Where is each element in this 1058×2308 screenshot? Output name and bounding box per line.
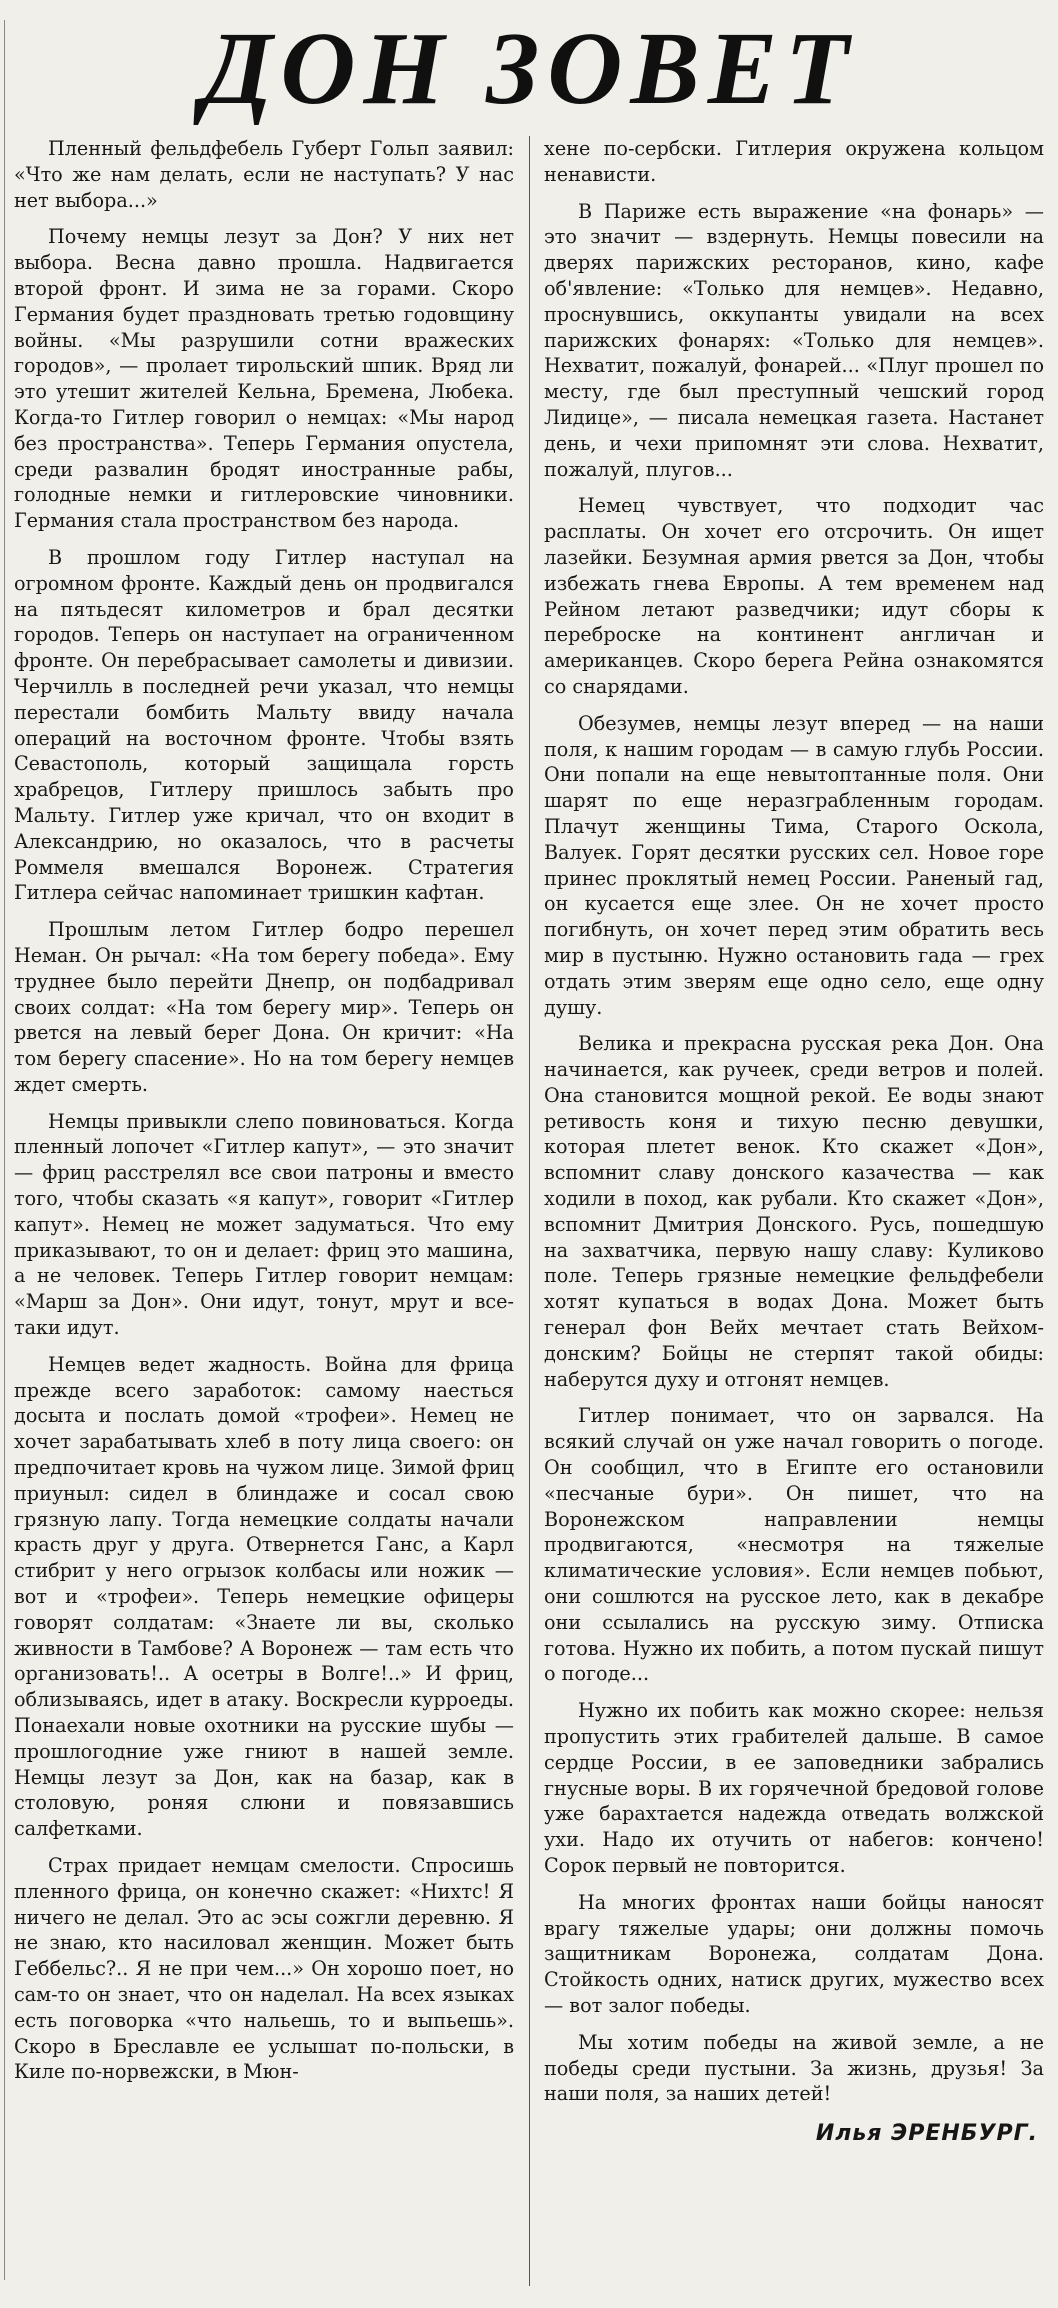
left-column	[14, 136, 514, 2146]
paragraph: Прошлым летом Гитлер бодро перешел Неман. Он рычал: «На том берегу победа». Ему труднее было перейти Днепр, он подбадривал своих солдат: «На том берегу мир». Теперь он рвется на левый берег Дона. Он кричит: «На том берегу спасение». Но на том берегу немцев ждет смерть.	[14, 918, 514, 1096]
paragraph: Пленный фельдфебель Губерт Гольп заявил: «Что же нам делать, если не наступать? У нас нет выбора...»	[14, 137, 514, 212]
paragraph: Немец чувствует, что подходит час расплаты. Он хочет его отсрочить. Он ищет лазейки. Безумная армия рвется за Дон, чтобы избежать гнева Европы. А тем временем над Рейном летают разведчики; идут сборы к переброске на континент англичан и американцев. Скоро берега Рейна ознакомятся со снарядами.	[544, 494, 1044, 698]
paragraph: На многих фронтах наши бойцы наносят врагу тяжелые удары; они должны помочь защитникам Воронежа, солдатам Дона. Стойкость одних, натиск других, мужество всех — вот залог победы.	[544, 1890, 1044, 2017]
paragraph: В прошлом году Гитлер наступал на огромном фронте. Каждый день он продвигался на пятьдесят километров и брал десятки городов. Теперь он наступает на ограниченном фронте. Он перебрасывает самолеты и дивизии. Черчилль в последней речи указал, что немцы перестали бомбить Мальту ввиду начала операций на восточном фронте. Чтобы взять Севастополь, который защищала горсть храбрецов, Гитлеру пришлось забыть про Мальту. Гитлер уже кричал, что он входит в Александрию, но оказалось, что в расчеты Роммеля вмешался Воронеж. Стратегия Гитлера сейчас напоминает тришкин кафтан.	[14, 545, 514, 905]
paragraph: Обезумев, немцы лезут вперед — на наши поля, к нашим городам — в самую глубь России. Они попали на еще невытоптанные поля. Они шарят по еще неразграбленным городам. Плачут женщины Тима, Старого Оскола, Валуек. Горят десятки русских сел. Новое горе принес проклятый немец России. Раненый гад, он кусается еще злее. Он не хочет просто погибнуть, он хочет перед этим обратить весь мир в пустыню. Нужно остановить гада — грех отдать этим зверям еще одно село, еще одну душу.	[544, 711, 1044, 1019]
paragraph: Немцев ведет жадность. Война для фрица прежде всего заработок: самому наесться досыта и послать домой «трофеи». Немец не хочет зарабатывать хлеб в поту лица своего: он предпочитает кровь на чужом лице. Зимой фриц приуныл: сидел в блиндаже и сосал свою грязную лапу. Тогда немецкие солдаты начали красть друг у друга. Отвернется Ганс, а Карл стибрит у него огрызок колбасы или ножик — вот и «трофеи». Теперь немецкие офицеры говорят солдатам: «Знаете ли вы, сколько живности в Тамбове? А Воронеж — там есть что организовать!.. А осетры в Волге!..» И фриц, облизываясь, идет в атаку. Воскресли курроеды. Понаехали новые охотники на русские шубы — прошлогодние уже гниют в нашей земле. Немцы лезут за Дон, как на базар, как в столовую, роняя слюни и повязавшись салфетками.	[14, 1352, 514, 1841]
column-divider	[529, 136, 530, 2286]
author-signature: Илья ЭРЕНБУРГ.	[815, 2121, 1038, 2147]
article-columns	[14, 136, 1044, 2146]
paragraph: хене по-сербски. Гитлерия окружена кольцом ненависти.	[544, 137, 1044, 186]
paragraph: Нужно их побить как можно скорее: нельзя пропустить этих грабителей дальше. В самое сердце России, в ее заповедники забрались гнусные воры. В их горячечной бредовой голове уже барахтается надежда отведать волжской ухи. Надо их отучить от набегов: кончено! Сорок первый не повторится.	[544, 1699, 1044, 1877]
paragraph: Мы хотим победы на живой земле, а не победы среди пустыни. За жизнь, друзья! За наши поля, за наших детей!	[544, 2030, 1044, 2106]
paragraph: Страх придает немцам смелости. Спросишь пленного фрица, он конечно скажет: «Нихтс! Я ничего не делал. Это ас эсы сожгли деревню. Я не знаю, кто насиловал женщин. Может быть Геббельс?.. Я не при чем...» Он хорошо поет, но сам-то он знает, что он наделал. На всех языках есть поговорка «что нальешь, то и выпьешь». Скоро в Бреславле ее услышат по-польски, в Киле по-норвежски, в Мюн-	[14, 1854, 514, 2084]
paragraph: Велика и прекрасна русская река Дон. Она начинается, как ручеек, среди ветров и полей. Она становится мощной рекой. Ее воды знают ретивость коня и тихую песню девушки, которая плетет венок. Кто скажет «Дон», вспомнит славу донского казачества — как ходили в поход, как рубали. Кто скажет «Дон», вспомнит Дмитрия Донского. Русь, пошедшую на захватчика, первую нашу славу: Куликово поле. Теперь грязные немецкие фельдфебели хотят купаться в водах Дона. Может быть генерал фон Вейх мечтает стать Вейхом-донским? Бойцы не стерпят такой обиды: наберутся духу и отгонят немцев.	[544, 1032, 1044, 1391]
paragraph: В Париже есть выражение «на фонарь» — это значит — вздернуть. Немцы повесили на дверях парижских ресторанов, кино, кафе об'явление: «Только для немцев». Недавно, проснувшись, оккупанты увидали на всех парижских фонарях: «Только для немцев». Нехватит, пожалуй, фонарей... «Плуг прошел по месту, где был преступный чешский город Лидице», — писала немецкая газета. Настанет день, и чехи припомнят эти слова. Нехватит, пожалуй, плугов...	[544, 199, 1044, 481]
article-title: ДОН ЗОВЕТ	[201, 11, 857, 126]
page-edge-rule	[4, 20, 5, 2280]
paragraph: Немцы привыкли слепо повиноваться. Когда пленный лопочет «Гитлер капут», — это значит — фриц расстрелял все свои патроны и вместо того, чтобы сказать «я капут», говорит «Гитлер капут». Немец не может задуматься. Что ему приказывают, то он и делает: фриц это машина, а не человек. Теперь Гитлер говорит немцам: «Марш за Дон». Они идут, тонут, мрут и все-таки идут.	[14, 1109, 514, 1340]
right-column	[544, 136, 1044, 2146]
paragraph: Гитлер понимает, что он зарвался. На всякий случай он уже начал говорить о погоде. Он сообщил, что в Египте его остановили «песчаные бури». Он пишет, что на Воронежском направлении немцы продвигаются, «несмотря на тяжелые климатические условия». Если немцев побьют, они сошлются на русское лето, как в декабре они ссылались на русскую зиму. Отписка готова. Нужно их побить, а потом пускай пишут о погоде...	[544, 1404, 1044, 1686]
paragraph: Почему немцы лезут за Дон? У них нет выбора. Весна давно прошла. Надвигается второй фронт. И зима не за горами. Скоро Германия будет праздновать третью годовщину войны. «Мы разрушили сотни вражеских городов», — пролает тирольский шпик. Вряд ли это утешит жителей Кельна, Бремена, Любека. Когда-то Гитлер говорил о немцах: «Мы народ без пространства». Теперь Германия опустела, среди развалин бродят иностранные рабы, голодные немки и гитлеровские чиновники. Германия стала пространством без народа.	[14, 225, 514, 533]
